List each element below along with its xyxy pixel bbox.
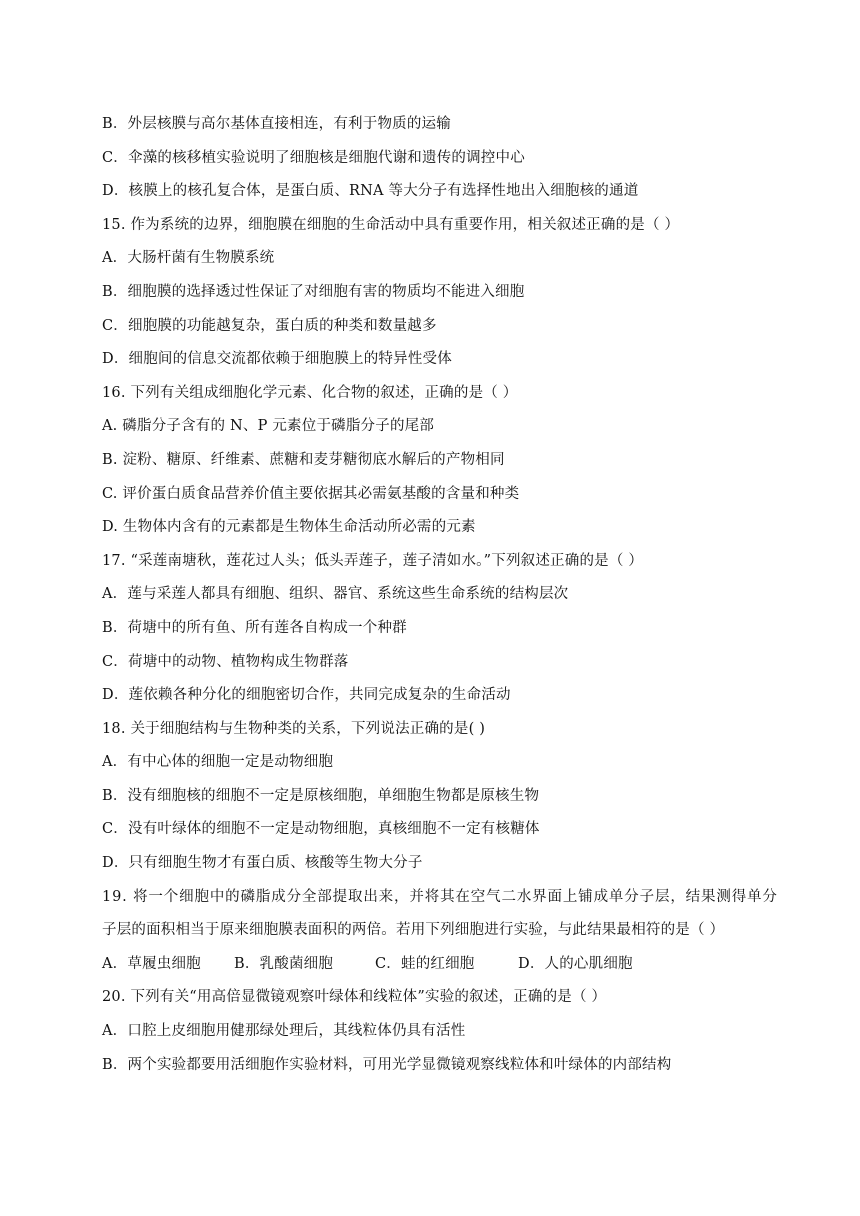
q14-option-d: D．核膜上的核孔复合体，是蛋白质、RNA 等大分子有选择性地出入细胞核的通道: [102, 183, 639, 200]
q20-option-b: B．两个实验都要用活细胞作实验材料，可用光学显微镜观察线粒体和叶绿体的内部结构: [102, 1056, 672, 1073]
q18-option-d: D．只有细胞生物才有蛋白质、核酸等生物大分子: [102, 855, 423, 872]
q16-stem: 16. 下列有关组成细胞化学元素、化合物的叙述，正确的是（ ）: [102, 384, 518, 401]
q19-option-d: D．人的心肌细胞: [518, 955, 633, 972]
q16-option-a: A. 磷脂分子含有的 N、P 元素位于磷脂分子的尾部: [102, 418, 435, 435]
q16-option-d: D. 生物体内含有的元素都是生物体生命活动所必需的元素: [102, 519, 476, 536]
q20-stem: 20. 下列有关“用高倍显微镜观察叶绿体和线粒体”实验的叙述，正确的是（ ）: [102, 989, 607, 1006]
q19-option-b: B．乳酸菌细胞: [234, 955, 334, 972]
q19-option-c: C．蛙的红细胞: [375, 955, 475, 972]
q16-option-b: B. 淀粉、糖原、纤维素、蔗糖和麦芽糖彻底水解后的产物相同: [102, 451, 505, 468]
q18-stem: 18. 关于细胞结构与生物种类的关系，下列说法正确的是( ): [102, 720, 486, 737]
q15-option-d: D．细胞间的信息交流都依赖于细胞膜上的特异性受体: [102, 351, 452, 368]
q19-stem-line-1: 19. 将一个细胞中的磷脂成分全部提取出来，并将其在空气二水界面上铺成单分子层，结果测得单分: [102, 888, 778, 905]
q15-option-c: C．细胞膜的功能越复杂，蛋白质的种类和数量越多: [102, 317, 437, 334]
q17-option-a: A．莲与采莲人都具有细胞、组织、器官、系统这些生命系统的结构层次: [102, 586, 569, 603]
q17-option-b: B．荷塘中的所有鱼、所有莲各自构成一个种群: [102, 619, 407, 636]
q19-option-a: A．草履虫细胞: [102, 955, 201, 972]
q15-stem: 15. 作为系统的边界，细胞膜在细胞的生命活动中具有重要作用，相关叙述正确的是（ ）: [102, 216, 680, 233]
q14-option-b: B．外层核膜与高尔基体直接相连，有利于物质的运输: [102, 116, 451, 132]
q19-stem-line-2: 子层的面积相当于原来细胞膜表面积的两倍。若用下列细胞进行实验，与此结果最相符的是（ ）: [102, 922, 725, 939]
q17-stem: 17. “采莲南塘秋，莲花过人头；低头弄莲子，莲子清如水。”下列叙述正确的是（ ）: [102, 552, 644, 569]
q20-option-a: A．口腔上皮细胞用健那绿处理后，其线粒体仍具有活性: [102, 1023, 466, 1040]
q16-option-c: C. 评价蛋白质食品营养价值主要依据其必需氨基酸的含量和种类: [102, 485, 520, 502]
q18-option-b: B．没有细胞核的细胞不一定是原核细胞，单细胞生物都是原核生物: [102, 787, 540, 804]
q14-option-c: C．伞藻的核移植实验说明了细胞核是细胞代谢和遗传的调控中心: [102, 149, 525, 166]
q15-option-a: A．大肠杆菌有生物膜系统: [102, 250, 275, 267]
q19-options-row: [102, 953, 822, 987]
q18-option-a: A．有中心体的细胞一定是动物细胞: [102, 754, 334, 771]
q18-option-c: C．没有叶绿体的细胞不一定是动物细胞，真核细胞不一定有核糖体: [102, 821, 540, 838]
q15-option-b: B．细胞膜的选择透过性保证了对细胞有害的物质均不能进入细胞: [102, 283, 525, 300]
q17-option-d: D．莲依赖各种分化的细胞密切合作，共同完成复杂的生命活动: [102, 687, 511, 704]
question-text-block: [102, 113, 822, 1087]
q17-option-c: C．荷塘中的动物、植物构成生物群落: [102, 653, 349, 670]
